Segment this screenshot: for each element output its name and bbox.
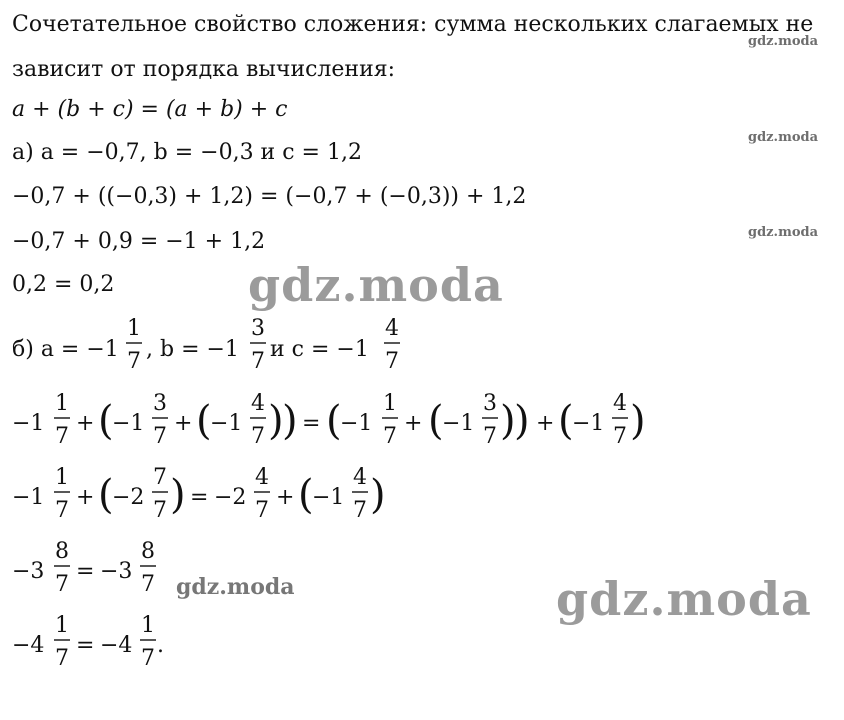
- paren-open: (: [98, 398, 114, 444]
- intro-line-1: Сочетательное свойство сложения: сумма нескольких слагаемых не: [12, 12, 814, 37]
- plus-sign: +: [174, 411, 193, 436]
- part-a-label: а) a = −0,7, b = −0,3 и c = 1,2: [12, 140, 362, 165]
- step1-t2-num: 3: [153, 391, 167, 416]
- step1-r3-whole: −1: [572, 411, 605, 436]
- step3-r-den: 7: [141, 572, 155, 597]
- step3-l-whole: −3: [12, 559, 45, 584]
- step1-t2-den: 7: [153, 424, 167, 449]
- part-b-b-num: 3: [251, 316, 265, 341]
- step4-r-num: 1: [141, 613, 155, 638]
- part-a-step-3: 0,2 = 0,2: [12, 272, 115, 297]
- paren-close: ): [630, 398, 646, 444]
- step1-r2-den: 7: [483, 424, 497, 449]
- step1-t1-num: 1: [55, 391, 69, 416]
- step2-t2-whole: −2: [112, 485, 145, 510]
- watermark-medium: gdz.moda: [176, 574, 295, 600]
- step4-r-den: 7: [141, 646, 155, 671]
- part-b-c-den: 7: [385, 349, 399, 374]
- step1-r2-num: 3: [483, 391, 497, 416]
- step1-t2-whole: −1: [112, 411, 145, 436]
- watermark-small: gdz.moda: [748, 34, 819, 49]
- watermark-large: gdz.moda: [248, 258, 504, 312]
- step1-r3-den: 7: [613, 424, 627, 449]
- step1-r1-den: 7: [383, 424, 397, 449]
- step4-l-num: 1: [55, 613, 69, 638]
- plus-sign: +: [536, 411, 555, 436]
- step1-t3-num: 4: [251, 391, 265, 416]
- part-b-a-den: 7: [127, 349, 141, 374]
- step1-t1-whole: −1: [12, 411, 45, 436]
- part-b-a-num: 1: [127, 316, 141, 341]
- paren-close: ): [170, 472, 186, 518]
- paren-close: ): [282, 398, 298, 444]
- paren-close: ): [500, 398, 516, 444]
- step1-r1-whole: −1: [340, 411, 373, 436]
- paren-close: ): [370, 472, 386, 518]
- paren-close: ): [514, 398, 530, 444]
- step1-r2-whole: −1: [442, 411, 475, 436]
- plus-sign: +: [276, 485, 295, 510]
- part-a-step-1: −0,7 + ((−0,3) + 1,2) = (−0,7 + (−0,3)) + 1,2: [12, 184, 527, 209]
- paren-open: (: [326, 398, 342, 444]
- step1-r1-num: 1: [383, 391, 397, 416]
- step4-end: .: [157, 633, 164, 658]
- paren-close: ): [268, 398, 284, 444]
- paren-open: (: [196, 398, 212, 444]
- part-a-step-2: −0,7 + 0,9 = −1 + 1,2: [12, 229, 266, 254]
- watermark-small: gdz.moda: [748, 225, 819, 240]
- paren-open: (: [298, 472, 314, 518]
- step2-r2-whole: −1: [312, 485, 345, 510]
- step4-l-den: 7: [55, 646, 69, 671]
- intro-line-2: зависит от порядка вычисления:: [12, 57, 396, 82]
- step4-r-whole: −4: [100, 633, 133, 658]
- part-b-c-pre: и c = −1: [270, 337, 369, 362]
- part-b-prefix: б) a = −1: [12, 337, 119, 362]
- equals-sign: =: [76, 633, 95, 658]
- step2-t1-whole: −1: [12, 485, 45, 510]
- step2-t1-num: 1: [55, 465, 69, 490]
- plus-sign: +: [76, 411, 95, 436]
- step2-r2-den: 7: [353, 498, 367, 523]
- plus-sign: +: [404, 411, 423, 436]
- watermark-large: gdz.moda: [556, 572, 812, 626]
- step2-t2-den: 7: [153, 498, 167, 523]
- equals-sign: =: [302, 411, 321, 436]
- step2-t2-num: 7: [153, 465, 167, 490]
- step3-r-num: 8: [141, 539, 155, 564]
- part-b-c-num: 4: [385, 316, 399, 341]
- property-formula: a + (b + c) = (a + b) + c: [12, 97, 288, 122]
- part-b-b-den: 7: [251, 349, 265, 374]
- step2-r1-den: 7: [255, 498, 269, 523]
- step2-t1-den: 7: [55, 498, 69, 523]
- step3-l-den: 7: [55, 572, 69, 597]
- step2-r1-num: 4: [255, 465, 269, 490]
- paren-open: (: [98, 472, 114, 518]
- step1-t3-den: 7: [251, 424, 265, 449]
- equals-sign: =: [76, 559, 95, 584]
- step1-r3-num: 4: [613, 391, 627, 416]
- watermark-small: gdz.moda: [748, 130, 819, 145]
- step3-l-num: 8: [55, 539, 69, 564]
- step4-l-whole: −4: [12, 633, 45, 658]
- step2-r1-whole: −2: [214, 485, 247, 510]
- paren-open: (: [558, 398, 574, 444]
- step1-t1-den: 7: [55, 424, 69, 449]
- paren-open: (: [428, 398, 444, 444]
- step2-r2-num: 4: [353, 465, 367, 490]
- equals-sign: =: [190, 485, 209, 510]
- part-b-b-pre: , b = −1: [146, 337, 239, 362]
- step3-r-whole: −3: [100, 559, 133, 584]
- step1-t3-whole: −1: [210, 411, 243, 436]
- plus-sign: +: [76, 485, 95, 510]
